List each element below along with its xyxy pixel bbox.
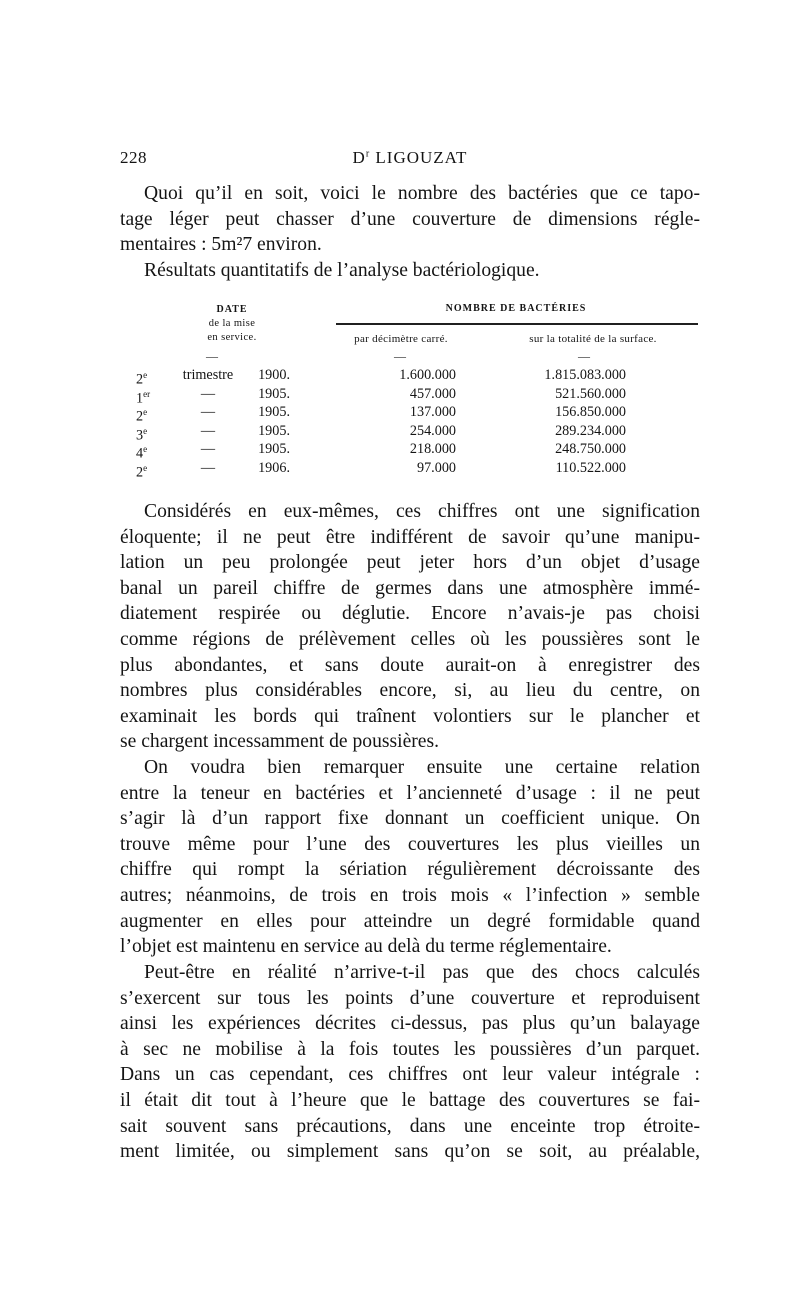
intro-paragraph: [120, 181, 700, 283]
period-cell: —: [200, 459, 216, 476]
date-header-line: de la mise: [208, 318, 256, 329]
ordinal-cell: [136, 459, 166, 482]
results-heading: [120, 258, 700, 284]
ordinal-number: 3: [136, 427, 144, 444]
date-column-header: [172, 303, 292, 345]
year-cell: 1900.: [258, 367, 290, 383]
text-line: chiffre qui rompt la sériation régulièrement décroissante des: [120, 859, 700, 881]
total-cell: 156.850.000: [555, 404, 626, 421]
total-cell: 248.750.000: [555, 441, 626, 458]
period-cell: trimestre: [182, 367, 234, 383]
per-dm2-cell: 1.600.000: [399, 367, 456, 383]
table-row: [126, 440, 700, 463]
bacteria-table: [126, 303, 700, 483]
per-dm2-cell: 97.000: [416, 459, 456, 476]
ordinal-number: 2: [136, 464, 144, 481]
text-line: ment limitée, ou simplement sans qu’on se soit, au préalable,: [120, 1141, 700, 1163]
ordinal-suffix: e: [143, 370, 148, 380]
year-cell: 1905.: [258, 441, 290, 458]
ordinal-number: 1: [136, 390, 144, 407]
text-line: éloquente; il ne peut être indifférent de savoir qu’une manipu-: [120, 526, 700, 548]
text-line: sait souvent sans précautions, dans une enceinte trop étroite-: [120, 1115, 700, 1137]
year-cell: 1905.: [258, 422, 290, 439]
text-line: On voudra bien remarquer ensuite une certaine relation: [144, 757, 700, 778]
period-cell: —: [200, 385, 216, 402]
page-number: 228: [120, 148, 147, 167]
intro-text: [120, 181, 700, 207]
text-line: à sec ne mobilise à la fois toutes les poussières d’un parquet.: [120, 1038, 700, 1060]
author-prefix: D: [352, 148, 366, 167]
header-rule: [336, 323, 698, 325]
year-cell: 1906.: [258, 459, 290, 476]
text-line: ainsi les expériences décrites ci-dessus, pas plus qu’un balayage: [120, 1013, 700, 1035]
text-line: augmenter en elles pour atteindre un degré formidable quand: [120, 910, 700, 932]
total-cell: 110.522.000: [555, 459, 626, 476]
date-header-line: en service.: [207, 332, 257, 343]
text-line: s’exercent sur tous les points d’une couverture et reproduisent: [120, 987, 700, 1009]
per-dm2-cell: 218.000: [409, 441, 456, 458]
date-header-line: DATE: [216, 304, 248, 315]
table-body: [126, 366, 700, 481]
header-dash: —: [206, 349, 218, 363]
table-row: [126, 459, 700, 481]
text-line: autres; néanmoins, de trois en trois mois « l’infection » semble: [120, 884, 700, 906]
per-dm2-header: par décimètre carré.: [354, 333, 448, 345]
paragraph-text: [120, 499, 700, 755]
text-line: tage léger peut chasser d’une couverture de dimensions régle-: [120, 208, 700, 230]
ordinal-number: 4: [136, 446, 144, 463]
text-line: Quoi qu’il en soit, voici le nombre des bactéries que ce tapo-: [144, 183, 700, 204]
table-row: [126, 422, 700, 444]
ordinal-suffix: e: [143, 462, 148, 473]
header-dash: —: [394, 349, 406, 363]
total-surface-header: sur la totalité de la surface.: [529, 333, 657, 345]
text-line: examinait les bords qui traînent volontiers sur le plancher et: [120, 705, 700, 727]
total-cell: 521.560.000: [555, 385, 626, 402]
period-cell: —: [200, 404, 216, 421]
paragraph-text: [120, 755, 700, 960]
per-dm2-cell: 254.000: [409, 422, 456, 439]
table-row: [126, 366, 700, 388]
table-row: [126, 385, 700, 407]
ordinal-number: 2: [136, 408, 144, 425]
ordinal-suffix: e: [143, 444, 148, 455]
text-line: il était dit tout à l’heure que le battage des couvertures se fai-: [120, 1089, 700, 1111]
period-cell: —: [200, 422, 216, 439]
per-dm2-cell: 137.000: [409, 404, 456, 421]
per-dm2-cell: 457.000: [409, 385, 456, 402]
text-line: plus abondantes, et sans doute aurait-on à enregistrer des: [120, 654, 700, 676]
author-prefix-sup: r: [365, 148, 371, 160]
text-line: comme régions de prélèvement celles où les poussières sont le: [120, 628, 700, 650]
text-line: Peut-être en réalité n’arrive-t-il pas que des chocs calculés: [144, 962, 700, 983]
ordinal-suffix: e: [143, 425, 148, 436]
body-paragraph-1: [120, 499, 700, 755]
ordinal-suffix: e: [143, 407, 148, 418]
ordinal-number: 2: [136, 371, 144, 388]
text-line: se chargent incessamment de poussières.: [120, 731, 440, 753]
text-line: Considérés en eux-mêmes, ces chiffres ont une signification: [144, 501, 700, 522]
text-line: lation un peu prolongée peut jeter hors d’un objet d’usage: [120, 552, 700, 574]
text-line: trouve même pour l’une des couvertures les plus vieilles un: [120, 833, 700, 855]
author-name: LIGOUZAT: [375, 148, 468, 167]
header-dash: —: [578, 349, 590, 363]
year-cell: 1905.: [258, 404, 290, 421]
text-line: nombres plus considérables encore, si, au lieu du centre, on: [120, 680, 700, 702]
running-head: [120, 148, 700, 168]
period-cell: —: [200, 441, 216, 458]
ordinal-suffix: er: [143, 388, 151, 399]
paragraph-text: [120, 960, 700, 1165]
text-line: entre la teneur en bactéries et l’ancienneté d’usage : il ne peut: [120, 782, 700, 804]
page-header: [120, 148, 700, 172]
text-line: Résultats quantitatifs de l’analyse bactériologique.: [144, 259, 540, 281]
text-line: s’agir là d’un rapport fixe donnant un coefficient unique. On: [120, 808, 700, 830]
bacteria-count-header: NOMBRE DE BACTÉRIES: [445, 303, 587, 314]
text-line: mentaires : 5m²7 environ.: [120, 234, 322, 256]
total-cell: 1.815.083.000: [544, 367, 626, 383]
text-line: diatement respirée ou déglutie. Encore n’avais-je pas choisi: [120, 603, 700, 625]
table-row: [126, 403, 700, 425]
intro-text-cont: [120, 207, 700, 258]
body-paragraph-3: [120, 960, 700, 1165]
total-cell: 289.234.000: [555, 422, 626, 439]
text-line: l’objet est maintenu en service au delà du terme réglementaire.: [120, 936, 612, 958]
text-line: banal un pareil chiffre de germes dans une atmosphère immé-: [120, 577, 700, 599]
year-cell: 1905.: [258, 385, 290, 402]
text-line: Dans un cas cependant, ces chiffres ont leur valeur intégrale :: [120, 1064, 700, 1086]
body-paragraph-2: [120, 755, 700, 960]
